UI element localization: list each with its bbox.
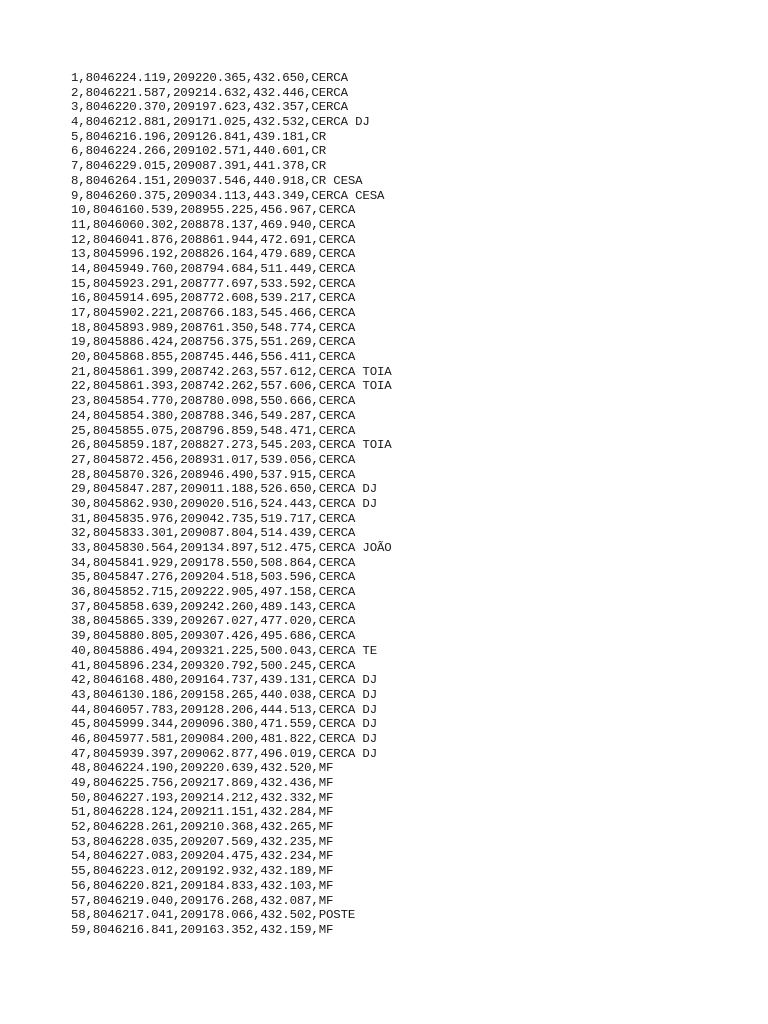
survey-point-line: 32,8045833.301,209087.804,514.439,CERCA — [71, 526, 356, 541]
survey-point-line: 34,8045841.929,209178.550,508.864,CERCA — [71, 555, 356, 570]
survey-point-line: 45,8045999.344,209096.380,471.559,CERCA DJ — [71, 717, 377, 732]
survey-point-line: 14,8045949.760,208794.684,511.449,CERCA — [71, 261, 356, 276]
survey-point-line: 12,8046041.876,208861.944,472.691,CERCA — [71, 232, 356, 247]
survey-point-line: 38,8045865.339,209267.027,477.020,CERCA — [71, 614, 356, 629]
survey-point-line: 7,8046229.015,209087.391,441.378,CR — [71, 159, 326, 174]
survey-point-line: 6,8046224.266,209102.571,440.601,CR — [71, 144, 326, 159]
survey-point-line: 10,8046160.539,208955.225,456.967,CERCA — [71, 203, 356, 218]
survey-point-line: 36,8045852.715,209222.905,497.158,CERCA — [71, 585, 356, 600]
survey-point-line: 21,8045861.399,208742.263,557.612,CERCA TOIA — [71, 364, 392, 379]
survey-point-line: 33,8045830.564,209134.897,512.475,CERCA JOÃO — [71, 541, 392, 555]
survey-point-line: 30,8045862.930,209020.516,524.443,CERCA DJ — [71, 496, 377, 511]
survey-point-line: 5,8046216.196,209126.841,439.181,CR — [71, 129, 326, 144]
survey-point-line: 20,8045868.855,208745.446,556.411,CERCA — [71, 350, 356, 365]
survey-point-line: 27,8045872.456,208931.017,539.056,CERCA — [71, 452, 356, 467]
survey-point-line: 43,8046130.186,209158.265,440.038,CERCA DJ — [71, 687, 377, 702]
survey-point-line: 57,8046219.040,209176.268,432.087,MF — [71, 893, 334, 908]
survey-point-line: 19,8045886.424,208756.375,551.269,CERCA — [71, 335, 356, 350]
survey-point-line: 23,8045854.770,208780.098,550.666,CERCA — [71, 394, 356, 409]
survey-point-line: 37,8045858.639,209242.260,489.143,CERCA — [71, 599, 356, 614]
survey-point-line: 53,8046228.035,209207.569,432.235,MF — [71, 834, 334, 849]
survey-point-line: 16,8045914.695,208772.608,539.217,CERCA — [71, 291, 356, 306]
survey-point-line: 25,8045855.075,208796.859,548.471,CERCA — [71, 423, 356, 438]
survey-point-line: 3,8046220.370,209197.623,432.357,CERCA — [71, 100, 348, 115]
survey-point-line: 51,8046228.124,209211.151,432.284,MF — [71, 805, 334, 820]
survey-point-line: 52,8046228.261,209210.368,432.265,MF — [71, 820, 334, 835]
survey-point-line: 41,8045896.234,209320.792,500.245,CERCA — [71, 658, 356, 673]
survey-point-line: 2,8046221.587,209214.632,432.446,CERCA — [71, 85, 348, 100]
survey-point-line: 13,8045996.192,208826.164,479.689,CERCA — [71, 247, 356, 262]
survey-point-line: 26,8045859.187,208827.273,545.203,CERCA TOIA — [71, 438, 392, 453]
survey-point-line: 40,8045886.494,209321.225,500.043,CERCA TE — [71, 643, 377, 658]
survey-point-line: 39,8045880.805,209307.426,495.686,CERCA — [71, 629, 356, 644]
survey-point-line: 11,8046060.302,208878.137,469.940,CERCA — [71, 217, 356, 232]
survey-point-line: 28,8045870.326,208946.490,537.915,CERCA — [71, 467, 356, 482]
survey-point-line: 1,8046224.119,209220.365,432.650,CERCA — [71, 71, 348, 85]
survey-point-line: 58,8046217.041,209178.066,432.502,POSTE — [71, 908, 356, 923]
survey-point-line: 42,8046168.480,209164.737,439.131,CERCA DJ — [71, 673, 377, 688]
survey-point-line: 35,8045847.276,209204.518,503.596,CERCA — [71, 570, 356, 585]
survey-point-line: 54,8046227.083,209204.475,432.234,MF — [71, 849, 334, 864]
survey-point-line: 24,8045854.380,208788.346,549.287,CERCA — [71, 408, 356, 423]
survey-point-line: 29,8045847.287,209011.188,526.650,CERCA DJ — [71, 482, 377, 497]
survey-point-line: 8,8046264.151,209037.546,440.918,CR CESA — [71, 173, 363, 188]
survey-point-line: 22,8045861.393,208742.262,557.606,CERCA TOIA — [71, 379, 392, 394]
survey-point-line: 4,8046212.881,209171.025,432.532,CERCA DJ — [71, 115, 370, 130]
survey-point-line: 46,8045977.581,209084.200,481.822,CERCA DJ — [71, 731, 377, 746]
survey-point-line: 55,8046223.012,209192.932,432.189,MF — [71, 864, 334, 879]
survey-point-list — [71, 71, 392, 938]
survey-point-line: 17,8045902.221,208766.183,545.466,CERCA — [71, 306, 356, 320]
survey-point-line: 18,8045893.989,208761.350,548.774,CERCA — [71, 320, 356, 335]
survey-point-line: 56,8046220.821,209184.833,432.103,MF — [71, 878, 334, 893]
survey-point-line: 44,8046057.783,209128.206,444.513,CERCA DJ — [71, 702, 377, 717]
survey-point-line: 47,8045939.397,209062.877,496.019,CERCA DJ — [71, 746, 377, 761]
survey-point-line: 48,8046224.190,209220.639,432.520,MF — [71, 761, 334, 776]
survey-point-line: 31,8045835.976,209042.735,519.717,CERCA — [71, 511, 356, 526]
survey-point-line: 9,8046260.375,209034.113,443.349,CERCA CESA — [71, 188, 385, 203]
survey-point-line: 49,8046225.756,209217.869,432.436,MF — [71, 776, 334, 790]
survey-point-line: 15,8045923.291,208777.697,533.592,CERCA — [71, 276, 356, 291]
survey-point-line: 59,8046216.841,209163.352,432.159,MF — [71, 922, 334, 937]
survey-point-line: 50,8046227.193,209214.212,432.332,MF — [71, 790, 334, 805]
